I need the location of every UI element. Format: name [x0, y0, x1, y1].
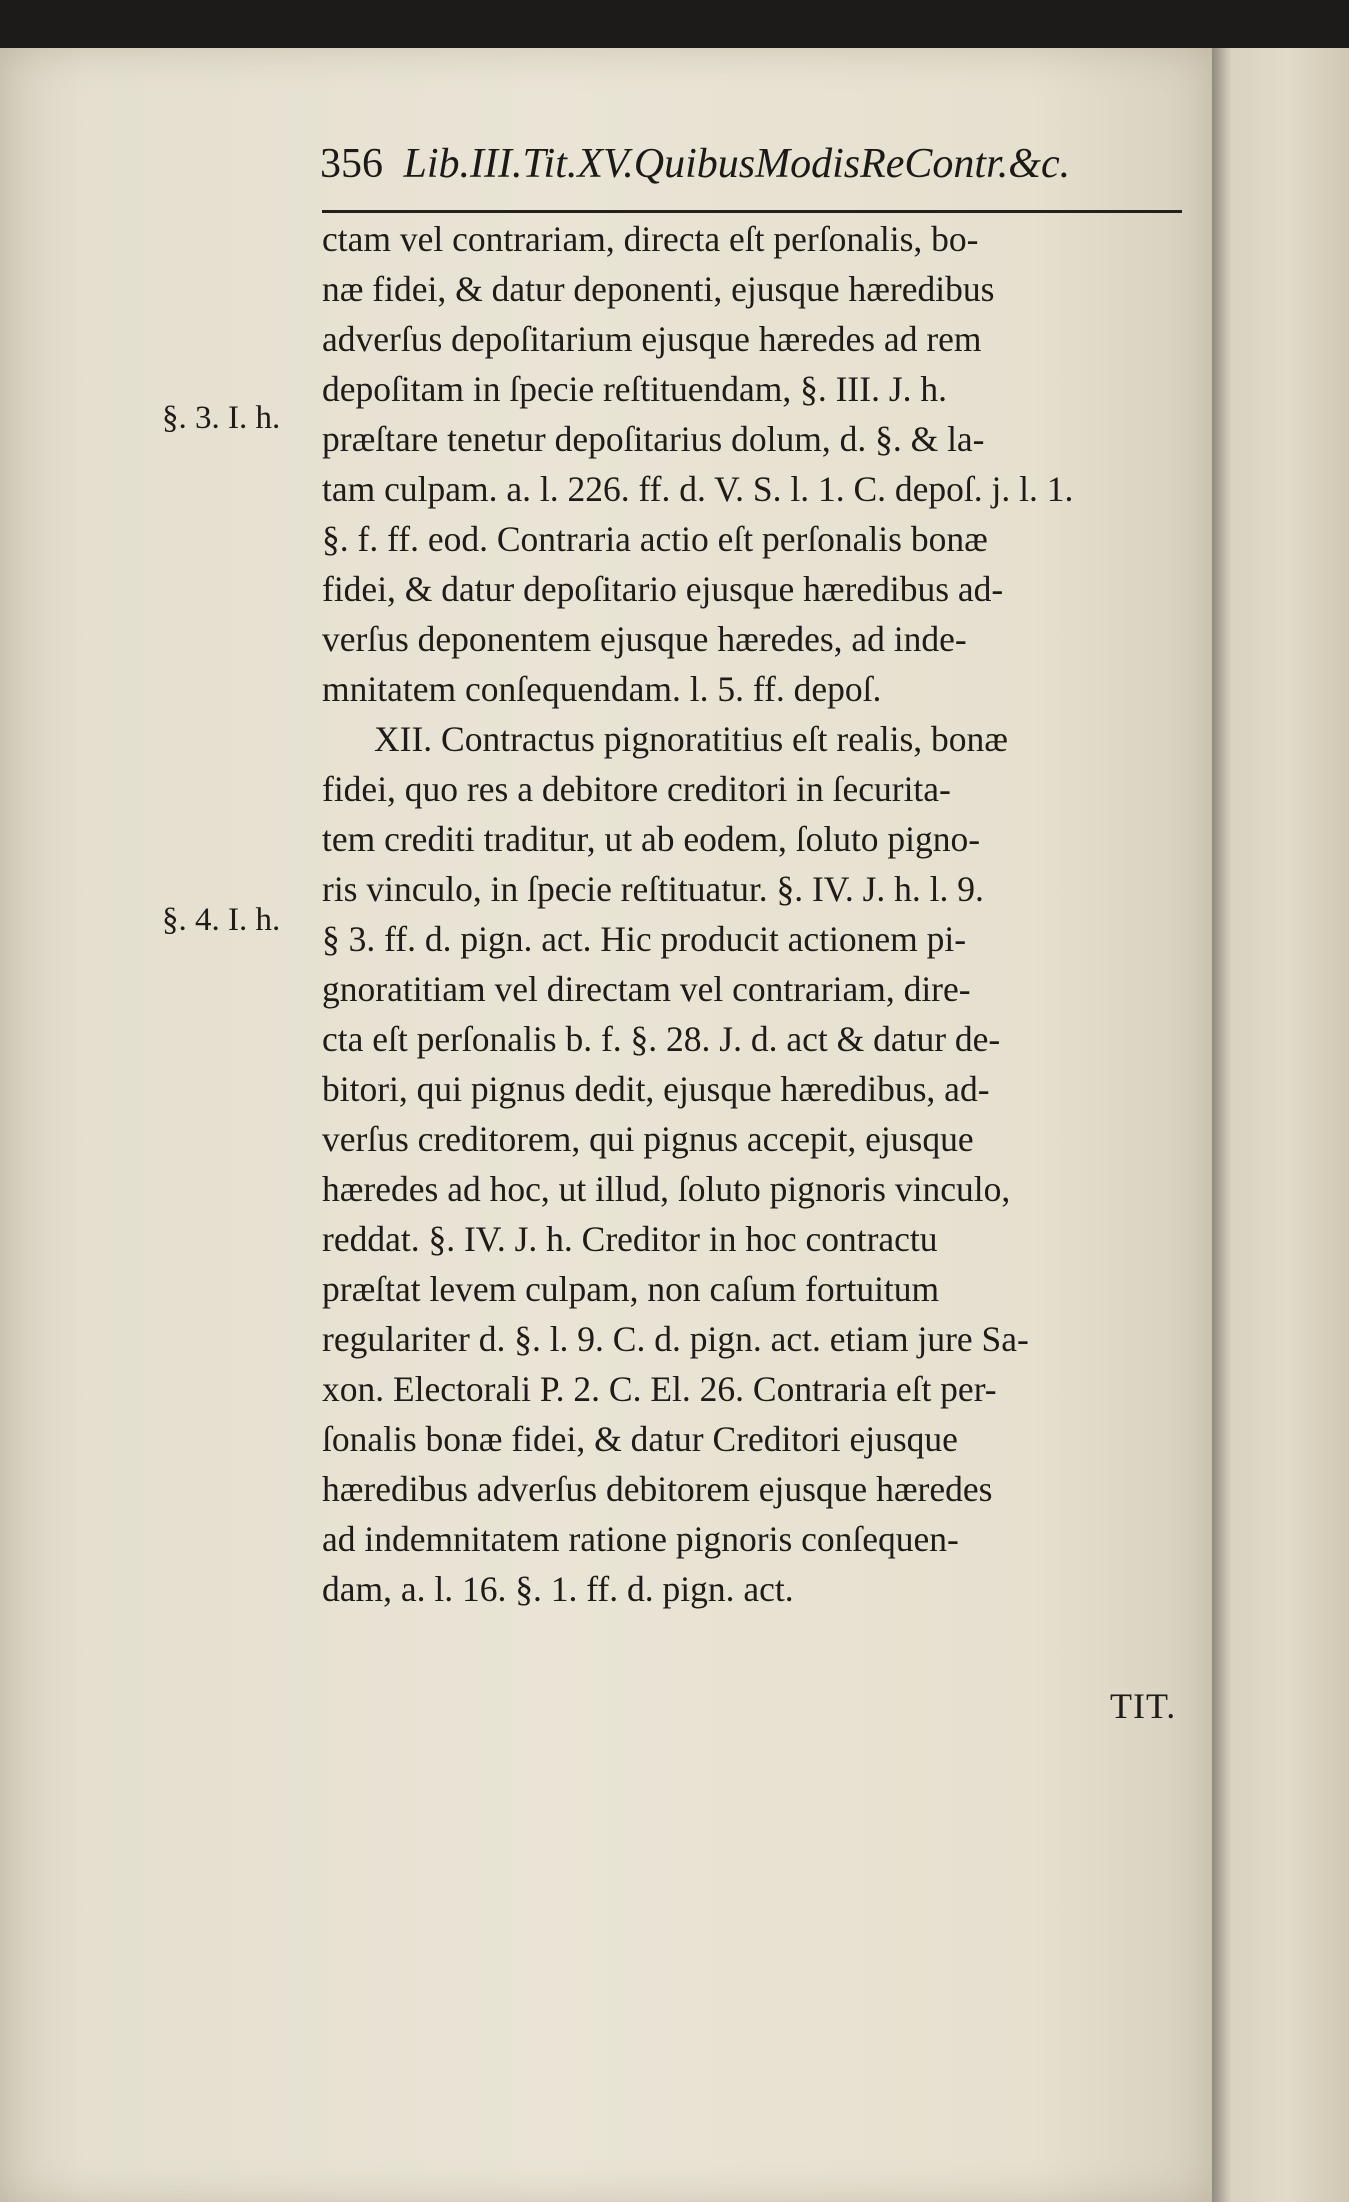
text-line: verſus deponentem ejusque hæredes, ad inde- [322, 619, 967, 659]
text-line: fidei, & datur depoſitario ejusque hæredibus ad- [322, 569, 1004, 609]
text-line: mnitatem conſequendam. l. 5. ff. depoſ. [322, 669, 882, 709]
text-line: fidei, quo res a debitore creditori in ſecurita- [322, 769, 951, 809]
text-line: tam culpam. a. l. 226. ff. d. V. S. l. 1. C. depoſ. j. l. 1. [322, 469, 1074, 509]
text-line: dam, a. l. 16. §. 1. ff. d. pign. act. [322, 1569, 794, 1609]
text-line: gnoratitiam vel directam vel contrariam, dire- [322, 969, 971, 1009]
text-line: tem crediti traditur, ut ab eodem, ſoluto pigno- [322, 819, 981, 859]
running-title: Lib.III.Tit.XV.QuibusModisReContr.&c. [403, 141, 1071, 187]
text-line: præſtat levem culpam, non caſum fortuitum [322, 1269, 940, 1309]
text-line: § 3. ff. d. pign. act. Hic producit actionem pi- [322, 919, 967, 959]
text-line: hæredes ad hoc, ut illud, ſoluto pignoris vinculo, [322, 1169, 1011, 1209]
text-line: verſus creditorem, qui pignus accepit, ejusque [322, 1119, 974, 1159]
page-header [320, 140, 1180, 200]
text-line: depoſitam in ſpecie reſtituendam, §. III. J. h. [322, 369, 948, 409]
text-line: reddat. §. IV. J. h. Creditor in hoc contractu [322, 1219, 938, 1259]
text-line: §. f. ff. eod. Contraria actio eſt perſonalis bonæ [322, 519, 988, 559]
text-line: ad indemnitatem ratione pignoris conſequen- [322, 1519, 959, 1559]
page-number: 356 [320, 141, 383, 187]
text-line: præſtare tenetur depoſitarius dolum, d. §. & la- [322, 419, 985, 459]
margin-note: §. 4. I. h. [162, 902, 281, 938]
text-line: xon. Electorali P. 2. C. El. 26. Contraria eſt per- [322, 1369, 997, 1409]
text-line: hæredibus adverſus debitorem ejusque hæredes [322, 1469, 993, 1509]
text-line: adverſus depoſitarium ejusque hæredes ad rem [322, 319, 982, 359]
text-line: regulariter d. §. l. 9. C. d. pign. act. etiam jure Sa- [322, 1319, 1029, 1359]
text-line: næ fidei, & datur deponenti, ejusque hæredibus [322, 269, 995, 309]
text-line: ſonalis bonæ fidei, & datur Creditori ejusque [322, 1419, 958, 1459]
catchword: TIT. [1110, 1686, 1177, 1726]
text-block [322, 214, 1182, 1614]
text-line: ctam vel contrariam, directa eſt perſonalis, bo- [322, 219, 979, 259]
margin-note: §. 3. I. h. [162, 400, 281, 436]
text-line: cta eſt perſonalis b. f. §. 28. J. d. act & datur de- [322, 1019, 1001, 1059]
paragraph-start-line: XII. Contractus pignoratitius eſt realis, bonæ [374, 719, 1008, 759]
text-line: bitori, qui pignus dedit, ejusque hæredibus, ad- [322, 1069, 990, 1109]
text-line: ris vinculo, in ſpecie reſtituatur. §. IV. J. h. l. 9. [322, 869, 984, 909]
book-gutter [1212, 48, 1349, 2202]
header-rule [322, 210, 1182, 213]
